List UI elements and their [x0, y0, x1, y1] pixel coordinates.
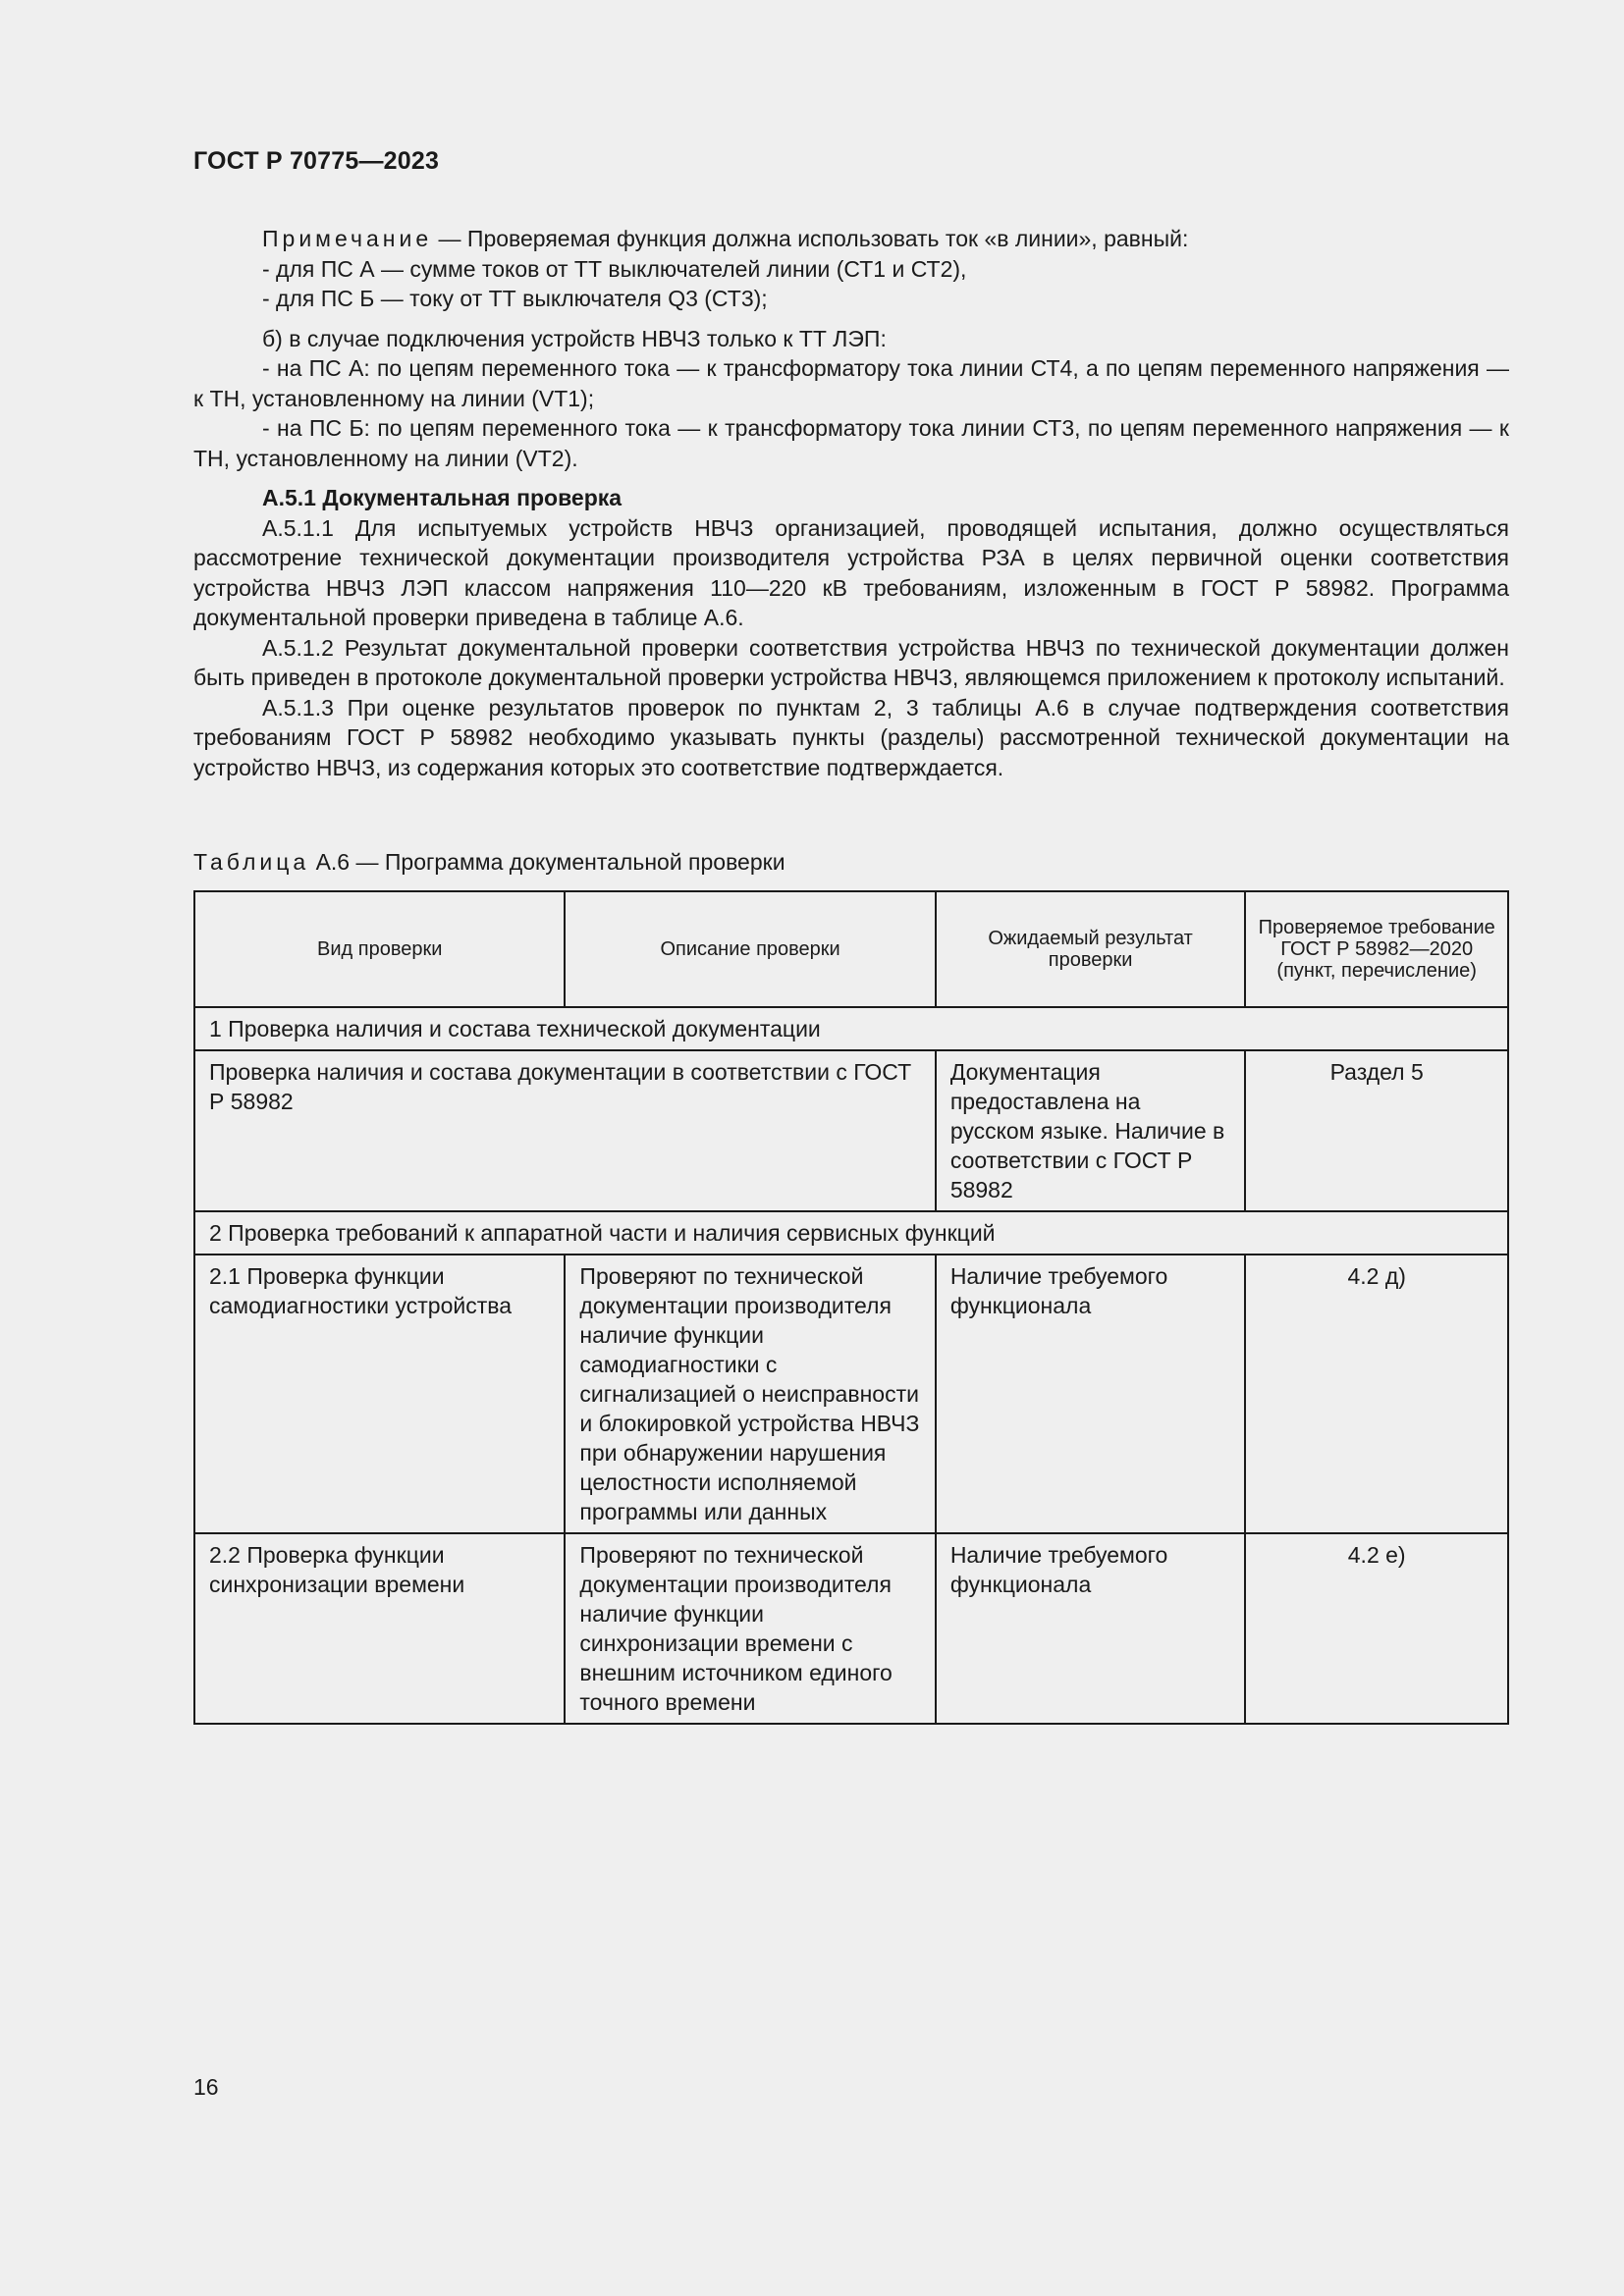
paragraph-a512: А.5.1.2 Результат документальной проверки соответствия устройства НВЧЗ по технической документации должен быть приведен в протоколе документальной проверки устройства НВЧЗ, являющемся приложением к протоколу испытаний.	[193, 634, 1509, 690]
row1-requirement: Раздел 5	[1245, 1050, 1508, 1211]
note-label: Примечание	[262, 226, 433, 251]
paragraph-b-intro: б) в случае подключения устройств НВЧЗ только к ТТ ЛЭП:	[262, 325, 887, 351]
header-expected-result: Ожидаемый результат проверки	[936, 891, 1246, 1007]
row22-description: Проверяют по технической документации производителя наличие функции синхронизации времени с внешним источником единого точного времени	[565, 1533, 935, 1724]
body-text	[193, 224, 1509, 782]
row22-check: 2.2 Проверка функции синхронизации времени	[194, 1533, 565, 1724]
header-description: Описание проверки	[565, 891, 935, 1007]
row1-check: Проверка наличия и состава документации в соответствии с ГОСТ Р 58982	[194, 1050, 936, 1211]
section-heading: А.5.1 Документальная проверка	[262, 485, 623, 510]
header-requirement: Проверяемое требование ГОСТ Р 58982—2020 (пункт, перечисление)	[1245, 891, 1508, 1007]
paragraph-a511: А.5.1.1 Для испытуемых устройств НВЧЗ организацией, проводящей испытания, должно осуществляться рассмотрение технической документации производителя устройства РЗА в целях первичной оценки соответствия устройства НВЧЗ ЛЭП классом напряжения 110—220 кВ требованиям, изложенным в ГОСТ Р 58982. Программа документальной проверки приведена в таблице А.6.	[193, 514, 1509, 630]
table-caption-text: А.6 — Программа документальной проверки	[309, 849, 785, 875]
verification-table	[193, 890, 1509, 1725]
row21-description: Проверяют по технической документации производителя наличие функции самодиагностики с сигнализацией о неисправности и блокировкой устройства НВЧЗ при обнаружении нарушения целостности исполняемой программы или данных	[565, 1255, 935, 1533]
table-caption-label: Таблица	[193, 849, 310, 875]
table-section-row	[194, 1007, 1508, 1050]
table-row	[194, 1050, 1508, 1211]
table-header-row	[194, 891, 1508, 1007]
paragraph-a513: А.5.1.3 При оценке результатов проверок по пунктам 2, 3 таблицы А.6 в случае подтверждения соответствия требованиям ГОСТ Р 58982 необходимо указывать пункты (разделы) рассмотренной технической документации на устройство НВЧЗ, из содержания которых это соответствие подтверждается.	[193, 694, 1509, 780]
row21-requirement: 4.2 д)	[1245, 1255, 1508, 1533]
note-first-line	[193, 224, 1509, 254]
row22-requirement: 4.2 е)	[1245, 1533, 1508, 1724]
page-number: 16	[193, 2074, 219, 2100]
section-2-title: 2 Проверка требований к аппаратной части и наличия сервисных функций	[194, 1211, 1508, 1255]
section-1-title: 1 Проверка наличия и состава технической документации	[194, 1007, 1508, 1050]
table-section-row	[194, 1211, 1508, 1255]
table-row	[194, 1255, 1508, 1533]
paragraph-b-ps-a: - на ПС А: по цепям переменного тока — к трансформатору тока линии СТ4, а по цепям переменного напряжения — к ТН, установленному на линии (VT1);	[193, 355, 1509, 411]
row21-check: 2.1 Проверка функции самодиагностики устройства	[194, 1255, 565, 1533]
row21-result: Наличие требуемого функционала	[936, 1255, 1246, 1533]
note-line-2: - для ПС Б — току от ТТ выключателя Q3 (СТ3);	[262, 286, 768, 311]
paragraph-b-ps-b: - на ПС Б: по цепям переменного тока — к трансформатору тока линии СТ3, по цепям переменного напряжения — к ТН, установленному на линии (VT2).	[193, 415, 1509, 471]
table-caption	[193, 849, 785, 876]
document-code: ГОСТ Р 70775—2023	[193, 147, 440, 175]
header-check-type: Вид проверки	[194, 891, 565, 1007]
note-line-1: - для ПС А — сумме токов от ТТ выключателей линии (СТ1 и СТ2),	[262, 255, 967, 282]
row1-result: Документация предоставлена на русском языке. Наличие в соответствии с ГОСТ Р 58982	[936, 1050, 1246, 1211]
row22-result: Наличие требуемого функционала	[936, 1533, 1246, 1724]
table-row	[194, 1533, 1508, 1724]
note-text: — Проверяемая функция должна использовать ток «в линии», равный:	[432, 226, 1189, 251]
